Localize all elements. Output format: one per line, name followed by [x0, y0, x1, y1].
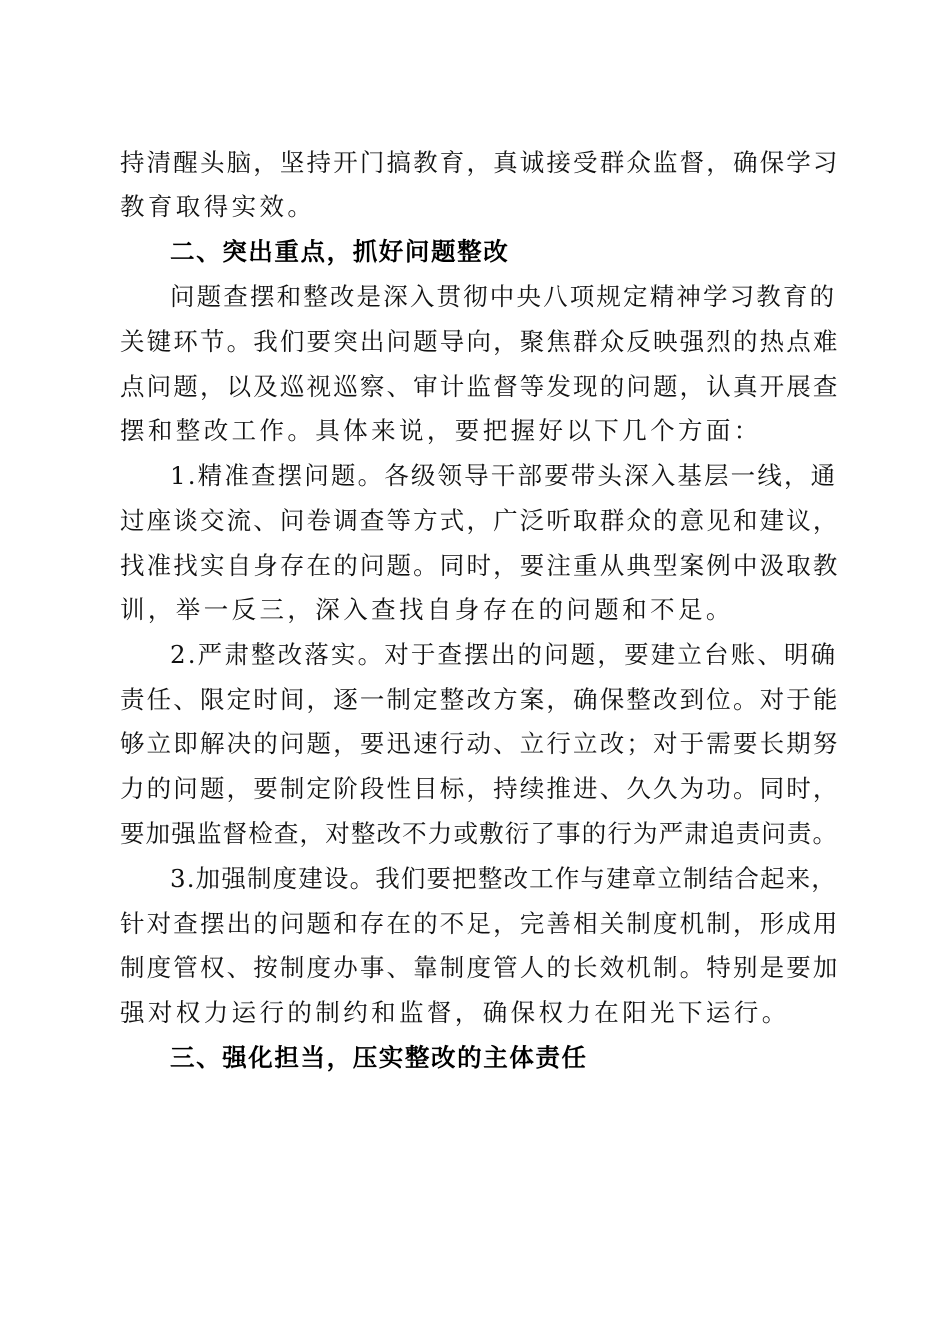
text-line: 力的问题，要制定阶段性目标，持续推进、久久为功。同时， [120, 774, 840, 803]
list-item-line: 3.加强制度建设。我们要把整改工作与建章立制结合起来， [170, 864, 837, 893]
text-line: 摆和整改工作。具体来说，要把握好以下几个方面： [120, 416, 762, 445]
list-item-line: 1.精准查摆问题。各级领导干部要带头深入基层一线，通 [170, 461, 838, 490]
text-line: 过座谈交流、问卷调查等方式，广泛听取群众的意见和建议， [120, 506, 840, 535]
text-line: 问题查摆和整改是深入贯彻中央八项规定精神学习教育的 [170, 282, 837, 311]
section-heading: 三、强化担当，压实整改的主体责任 [170, 1043, 588, 1072]
text-line: 点问题，以及巡视巡察、审计监督等发现的问题，认真开展查 [120, 372, 840, 401]
text-line: 训，举一反三，深入查找自身存在的问题和不足。 [120, 595, 734, 624]
text-line: 针对查摆出的问题和存在的不足，完善相关制度机制，形成用 [120, 909, 840, 938]
text-line: 找准找实自身存在的问题。同时，要注重从典型案例中汲取教 [120, 551, 840, 580]
text-line: 强对权力运行的制约和监督，确保权力在阳光下运行。 [120, 998, 790, 1027]
text-line: 责任、限定时间，逐一制定整改方案，确保整改到位。对于能 [120, 685, 840, 714]
text-line: 教育取得实效。 [120, 192, 316, 221]
text-line: 要加强监督检查，对整改不力或敷衍了事的行为严肃追责问责。 [120, 819, 839, 848]
text-line: 够立即解决的问题，要迅速行动、立行立改；对于需要长期努 [120, 729, 840, 758]
text-line: 制度管权、按制度办事、靠制度管人的长效机制。特别是要加 [120, 953, 840, 982]
text-line: 持清醒头脑，坚持开门搞教育，真诚接受群众监督，确保学习 [120, 148, 840, 177]
text-line: 关键环节。我们要突出问题导向，聚焦群众反映强烈的热点难 [120, 327, 840, 356]
list-item-line: 2.严肃整改落实。对于查摆出的问题，要建立台账、明确 [170, 640, 838, 669]
section-heading: 二、突出重点，抓好问题整改 [170, 237, 510, 266]
